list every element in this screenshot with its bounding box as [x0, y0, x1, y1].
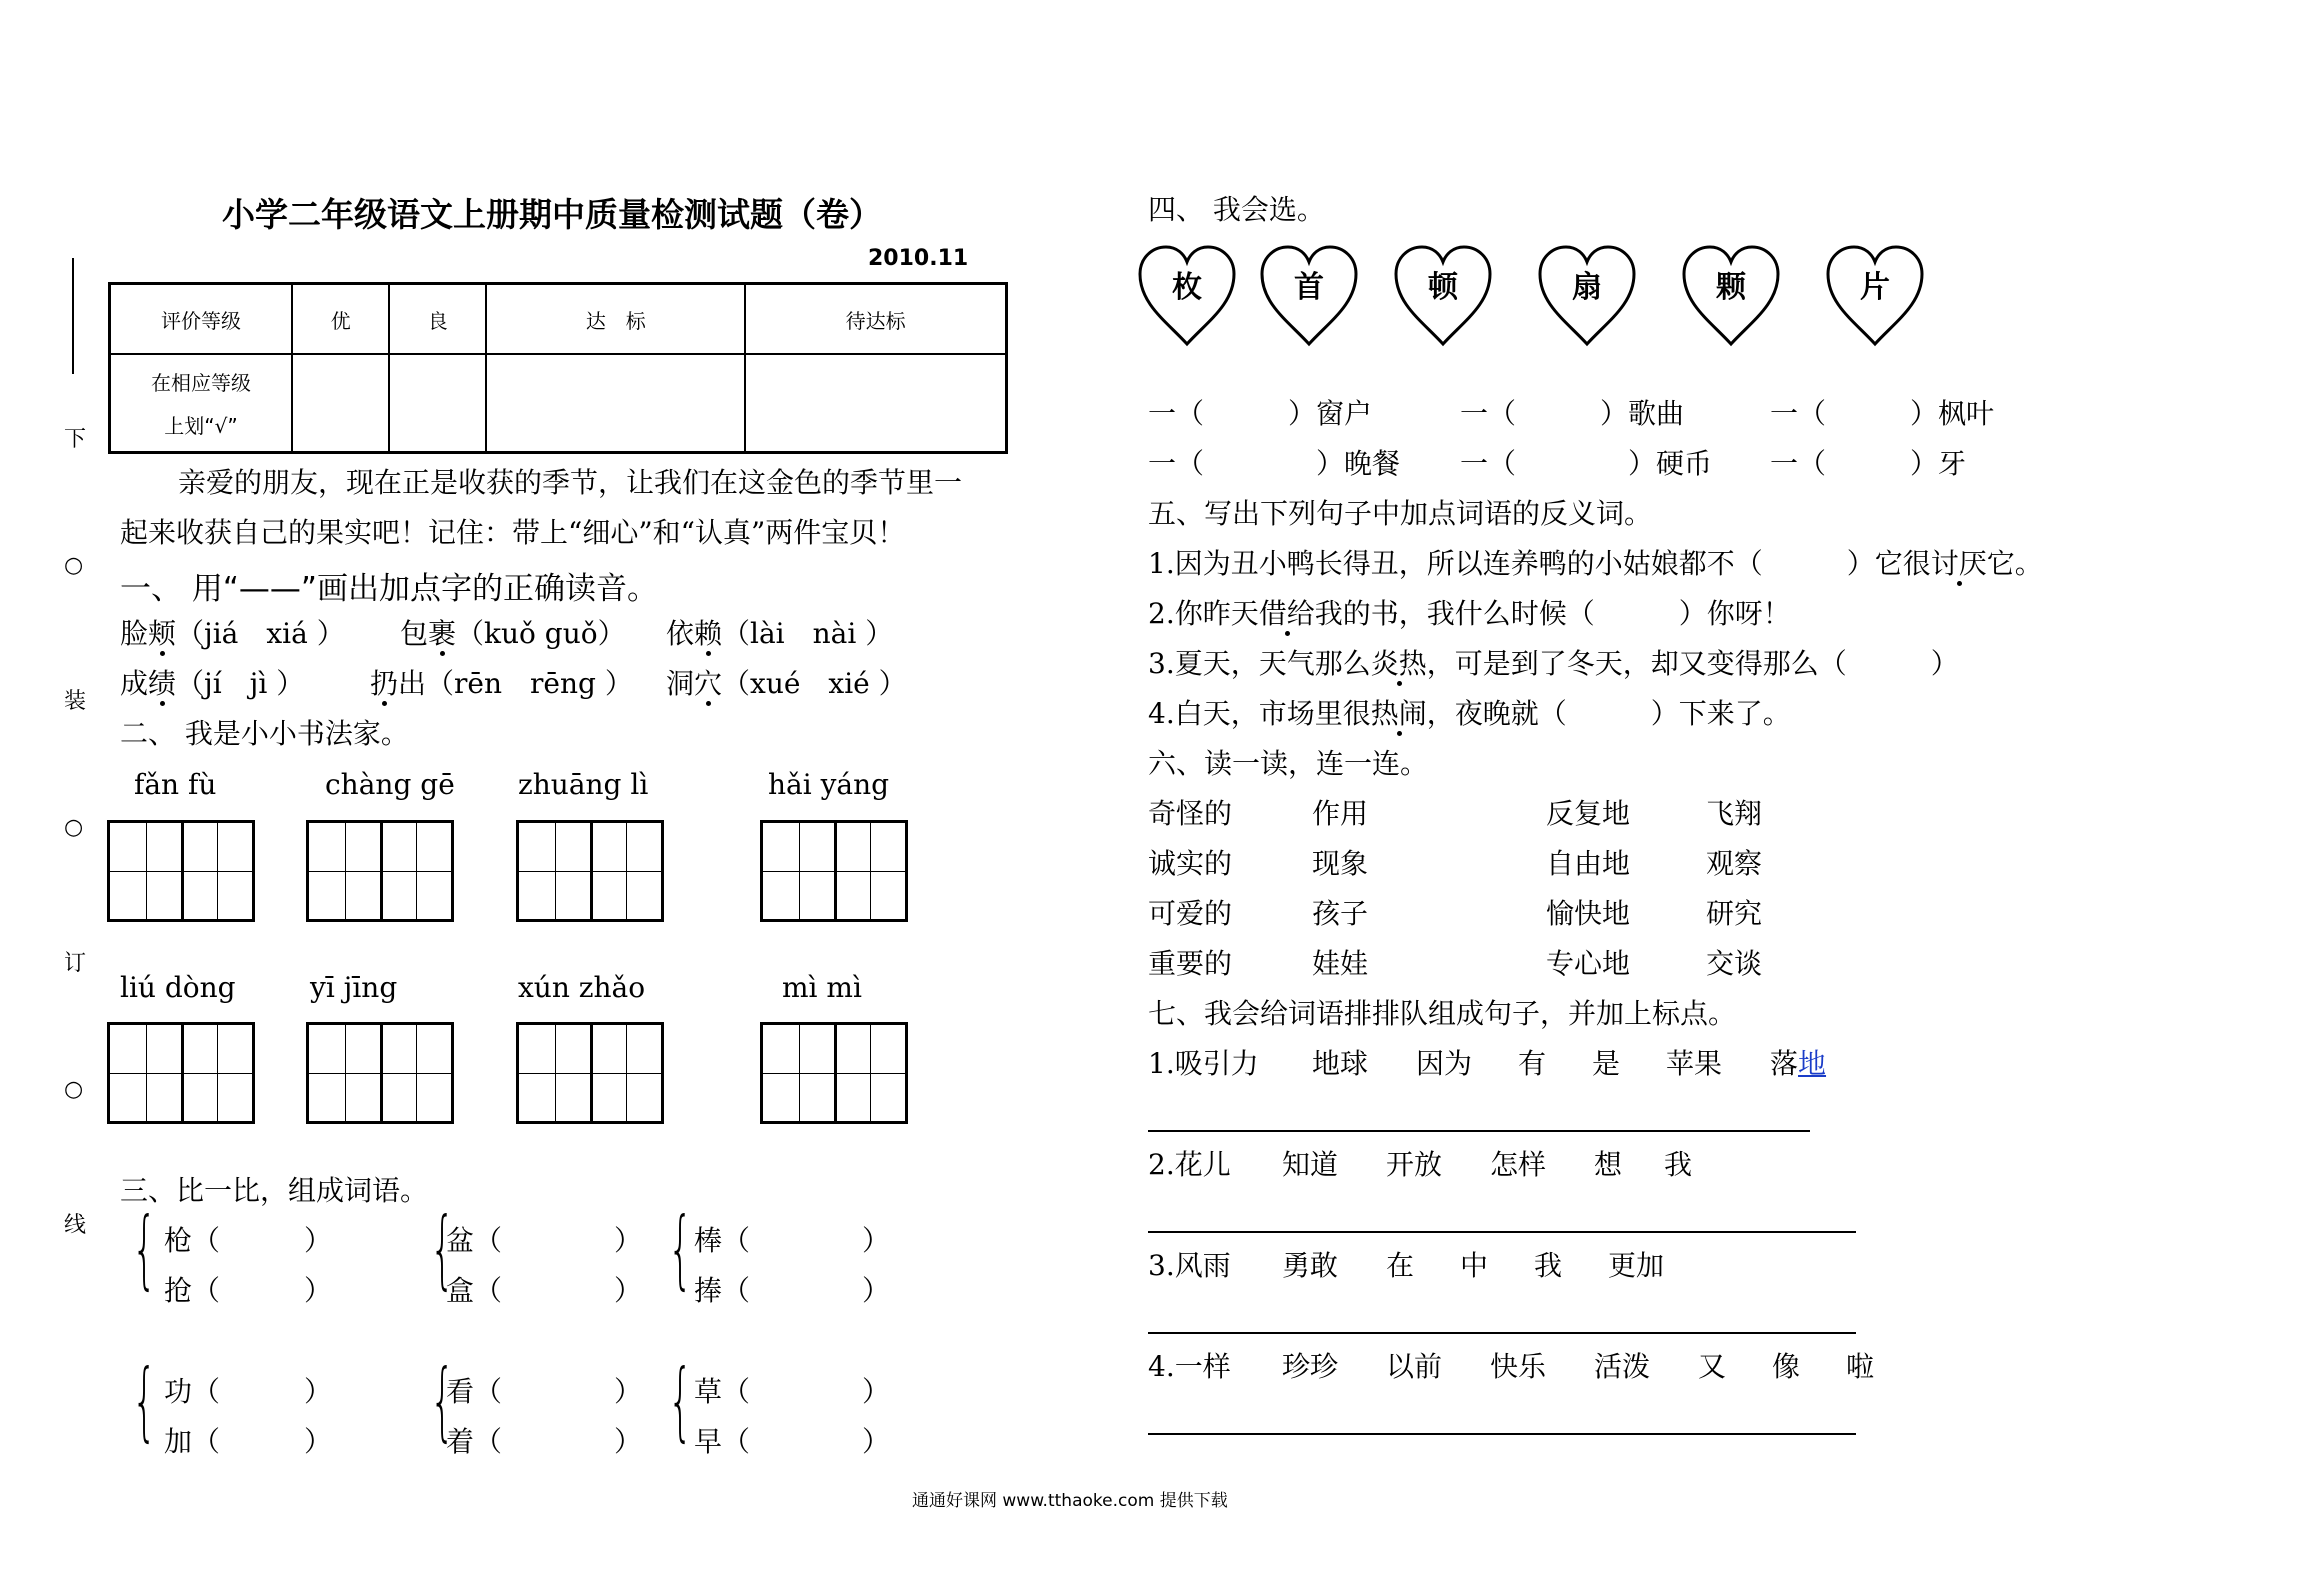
antonym-sentence: 3.夏天，天气那么炎热，可是到了冬天，却又变得那么（ ）: [1148, 647, 1959, 680]
compare-word: 抢（ ）: [164, 1274, 333, 1307]
brace: {: [668, 1351, 693, 1451]
section-5-heading: 五、写出下列句子中加点词语的反义词。: [1148, 497, 1653, 530]
compare-word: 棒（ ）: [694, 1224, 891, 1257]
compare-word: 捧（ ）: [694, 1274, 891, 1307]
hyperlink-text[interactable]: 地: [1798, 1047, 1827, 1080]
word-tile: 中: [1460, 1249, 1489, 1282]
pinyin-label: fǎn fù: [134, 768, 217, 801]
pinyin-label: zhuāng lì: [518, 768, 649, 801]
word-tile: 4.一样: [1148, 1350, 1231, 1383]
word-tile: 3.风雨: [1148, 1249, 1231, 1282]
measure-word-blank: 一（ ）晚餐: [1148, 447, 1401, 480]
compare-word: 草（ ）: [694, 1375, 891, 1408]
match-item[interactable]: 专心地: [1546, 947, 1631, 980]
brace: {: [430, 1199, 455, 1299]
eval-mark-cell[interactable]: [486, 354, 745, 453]
match-item[interactable]: 娃娃: [1312, 947, 1369, 980]
margin-char-2: ○: [64, 553, 84, 578]
margin-char-7: 线: [64, 1213, 87, 1238]
measure-word-blank: 一（ ）硬币: [1460, 447, 1713, 480]
evaluation-table: [108, 282, 1008, 454]
word-tile: 苹果: [1666, 1047, 1723, 1080]
writing-grid[interactable]: [306, 1022, 454, 1124]
compare-word: 功（ ）: [164, 1375, 333, 1408]
eval-grade-3: 达 标: [486, 284, 745, 355]
writing-grid[interactable]: [760, 1022, 908, 1124]
compare-word: 早（ ）: [694, 1425, 891, 1458]
match-item[interactable]: 反复地: [1546, 797, 1631, 830]
brace: {: [430, 1351, 455, 1451]
page-title: 小学二年级语文上册期中质量检测试题（卷）: [222, 195, 882, 234]
measure-word-blank: 一（ ）窗户: [1148, 397, 1373, 430]
eval-grade-1: 优: [292, 284, 389, 355]
compare-word: 加（ ）: [164, 1425, 333, 1458]
pinyin-label: liú dòng: [120, 971, 236, 1004]
pinyin-item: 扔出（rēn rēng ）: [370, 667, 633, 700]
writing-grid[interactable]: [760, 820, 908, 922]
eval-mark-cell[interactable]: [745, 354, 1006, 453]
compare-word: 盒（ ）: [446, 1274, 643, 1307]
word-tile: 以前: [1386, 1350, 1443, 1383]
match-item[interactable]: 交谈: [1706, 947, 1763, 980]
match-item[interactable]: 奇怪的: [1148, 797, 1233, 830]
answer-line[interactable]: [1148, 1332, 1856, 1334]
heart-option[interactable]: 顿: [1393, 244, 1493, 348]
match-item[interactable]: 研究: [1706, 897, 1763, 930]
pinyin-label: xún zhǎo: [518, 971, 646, 1004]
antonym-sentence: 2.你昨天借给我的书，我什么时候（ ）你呀！: [1148, 597, 1791, 630]
word-tile: 1.吸引力: [1148, 1047, 1259, 1080]
compare-word: 盆（ ）: [446, 1224, 643, 1257]
word-tile: 我: [1664, 1148, 1693, 1181]
word-tile: 我: [1534, 1249, 1563, 1282]
section-6-heading: 六、读一读，连一连。: [1148, 747, 1429, 780]
word-tile: 快乐: [1490, 1350, 1547, 1383]
match-item[interactable]: 可爱的: [1148, 897, 1233, 930]
word-tile: 在: [1386, 1249, 1415, 1282]
word-tile: 落地: [1770, 1047, 1827, 1080]
eval-grade-2: 良: [389, 284, 486, 355]
match-item[interactable]: 观察: [1706, 847, 1763, 880]
section-7-heading: 七、我会给词语排排队组成句子，并加上标点。: [1148, 997, 1737, 1030]
section-1-heading: 一、 用“——”画出加点字的正确读音。: [120, 571, 658, 607]
binding-line: [72, 258, 74, 374]
footer-credit: 通通好课网 www.tthaoke.com 提供下载: [912, 1491, 1228, 1511]
compare-word: 看（ ）: [446, 1375, 643, 1408]
match-item[interactable]: 孩子: [1312, 897, 1369, 930]
word-tile: 更加: [1608, 1249, 1665, 1282]
match-item[interactable]: 愉快地: [1546, 897, 1631, 930]
answer-line[interactable]: [1148, 1130, 1810, 1132]
writing-grid[interactable]: [516, 1022, 664, 1124]
answer-line[interactable]: [1148, 1231, 1856, 1233]
heart-option[interactable]: 颗: [1681, 244, 1781, 348]
word-tile: 因为: [1416, 1047, 1473, 1080]
word-tile: 怎样: [1490, 1148, 1547, 1181]
match-item[interactable]: 自由地: [1546, 847, 1631, 880]
brace: {: [132, 1199, 157, 1299]
match-item[interactable]: 作用: [1312, 797, 1369, 830]
antonym-sentence: 4.白天，市场里很热闹，夜晚就（ ）下来了。: [1148, 697, 1791, 730]
word-tile: 活泼: [1594, 1350, 1651, 1383]
match-item[interactable]: 现象: [1312, 847, 1369, 880]
word-tile: 像: [1772, 1350, 1801, 1383]
pinyin-item: 包裹（kuǒ guǒ）: [400, 617, 626, 650]
margin-char-5: 订: [64, 951, 87, 976]
pinyin-label: chàng gē: [325, 768, 455, 801]
word-tile: 开放: [1386, 1148, 1443, 1181]
margin-char-6: ○: [64, 1077, 84, 1102]
pinyin-label: yī jīng: [310, 971, 398, 1004]
heart-option[interactable]: 扇: [1537, 244, 1637, 348]
pinyin-label: mì mì: [782, 971, 862, 1004]
pinyin-item: 成绩（jí jì ）: [120, 667, 305, 700]
exam-date: 2010.11: [868, 246, 969, 271]
pinyin-item: 洞穴（xué xié ）: [666, 667, 907, 700]
compare-word: 着（ ）: [446, 1425, 643, 1458]
compare-word: 枪（ ）: [164, 1224, 333, 1257]
word-tile: 有: [1518, 1047, 1547, 1080]
measure-word-blank: 一（ ）枫叶: [1770, 397, 1995, 430]
eval-mark-cell[interactable]: [292, 354, 389, 453]
word-tile: 啦: [1846, 1350, 1875, 1383]
word-tile: 勇敢: [1282, 1249, 1339, 1282]
word-tile: 2.花儿: [1148, 1148, 1231, 1181]
measure-word-blank: 一（ ）牙: [1770, 447, 1967, 480]
section-4-heading: 四、 我会选。: [1148, 193, 1325, 226]
measure-word-blank: 一（ ）歌曲: [1460, 397, 1685, 430]
match-item[interactable]: 诚实的: [1148, 847, 1233, 880]
match-item[interactable]: 飞翔: [1706, 797, 1763, 830]
word-tile: 知道: [1282, 1148, 1339, 1181]
eval-mark-cell[interactable]: [389, 354, 486, 453]
heart-option[interactable]: 片: [1825, 244, 1925, 348]
antonym-sentence: 1.因为丑小鸭长得丑，所以连养鸭的小姑娘都不（ ）它很讨厌它。: [1148, 547, 2043, 580]
margin-char-4: ○: [64, 815, 84, 840]
word-tile: 想: [1594, 1148, 1623, 1181]
intro-line-1: 亲爱的朋友，现在正是收获的季节，让我们在这金色的季节里一: [178, 466, 963, 499]
brace: {: [668, 1199, 693, 1299]
intro-line-2: 起来收获自己的果实吧！记住：带上“细心”和“认真”两件宝贝！: [120, 516, 906, 549]
word-tile: 又: [1698, 1350, 1727, 1383]
section-2-heading: 二、 我是小小书法家。: [120, 717, 409, 750]
word-tile: 珍珍: [1282, 1350, 1339, 1383]
heart-option[interactable]: 枚: [1137, 244, 1237, 348]
heart-option[interactable]: 首: [1259, 244, 1359, 348]
section-3-heading: 三、比一比，组成词语。: [120, 1174, 429, 1207]
writing-grid[interactable]: [306, 820, 454, 922]
writing-grid[interactable]: [107, 1022, 255, 1124]
pinyin-item: 脸颊（jiá xiá ）: [120, 617, 345, 650]
eval-mark-label: 在相应等级 上划“√”: [110, 354, 293, 453]
margin-char-1: 下: [64, 427, 87, 452]
pinyin-item: 依赖（lài nài ）: [666, 617, 894, 650]
pinyin-label: hǎi yáng: [768, 768, 890, 801]
margin-char-3: 装: [64, 689, 87, 714]
eval-row-label: 评价等级: [110, 284, 293, 355]
brace: {: [132, 1351, 157, 1451]
match-item[interactable]: 重要的: [1148, 947, 1233, 980]
answer-line[interactable]: [1148, 1433, 1856, 1435]
word-tile: 是: [1592, 1047, 1621, 1080]
writing-grid[interactable]: [107, 820, 255, 922]
word-tile: 地球: [1312, 1047, 1369, 1080]
writing-grid[interactable]: [516, 820, 664, 922]
eval-grade-4: 待达标: [745, 284, 1006, 355]
